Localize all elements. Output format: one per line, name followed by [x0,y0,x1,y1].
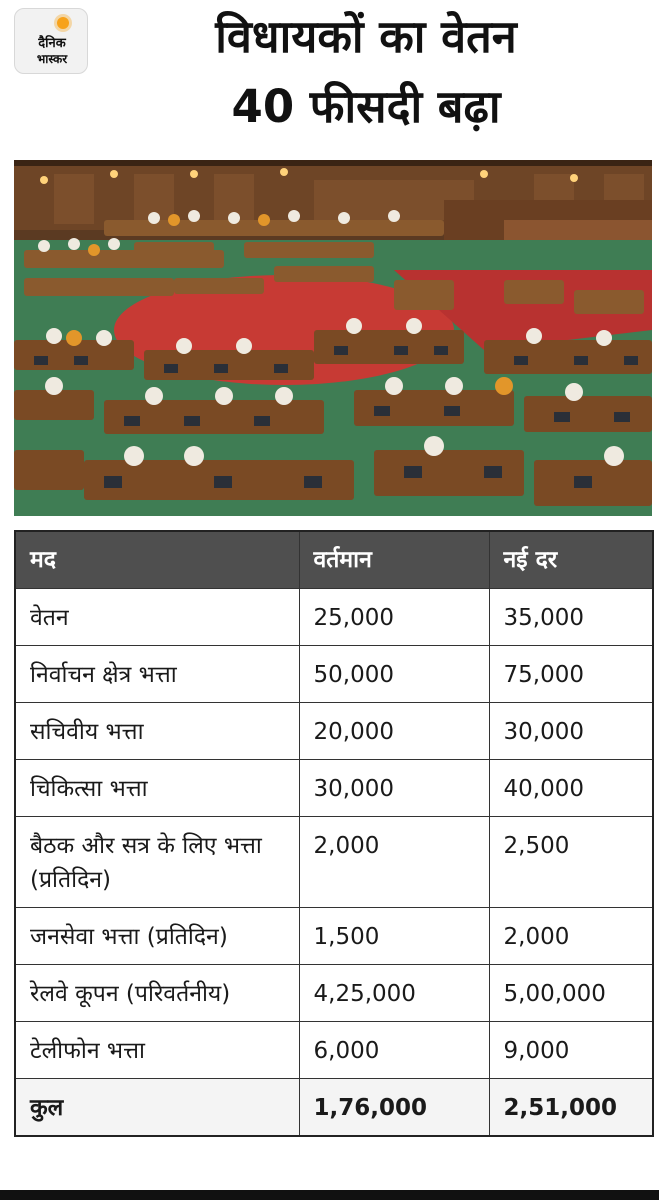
row-item: निर्वाचन क्षेत्र भत्ता [15,646,299,703]
table-row [15,760,653,817]
row-current: 2,000 [299,817,489,908]
table-row [15,817,653,908]
row-item: जनसेवा भत्ता (प्रतिदिन) [15,908,299,965]
table-row [15,965,653,1022]
sun-icon [57,17,69,29]
row-new: 9,000 [489,1022,653,1079]
total-item: कुल [15,1079,299,1137]
row-new: 35,000 [489,589,653,646]
row-current: 4,25,000 [299,965,489,1022]
table-header-row [15,531,653,589]
table-row [15,646,653,703]
row-item: चिकित्सा भत्ता [15,760,299,817]
row-new: 75,000 [489,646,653,703]
header-new-rate: नई दर [489,531,653,589]
assembly-hall-photo [14,160,652,516]
header-current: वर्तमान [299,531,489,589]
table-total-row [15,1079,653,1137]
bottom-bar [0,1190,659,1200]
table-row [15,589,653,646]
row-current: 30,000 [299,760,489,817]
row-item: सचिवीय भत्ता [15,703,299,760]
row-current: 50,000 [299,646,489,703]
table-row [15,703,653,760]
headline-line-1: विधायकों का वेतन [215,10,517,63]
row-current: 20,000 [299,703,489,760]
total-new: 2,51,000 [489,1079,653,1137]
row-item: टेलीफोन भत्ता [15,1022,299,1079]
assembly-hall-illustration [14,160,652,516]
dainik-bhaskar-logo [14,8,88,74]
row-new: 5,00,000 [489,965,653,1022]
row-new: 40,000 [489,760,653,817]
salary-table [14,530,654,1137]
row-new: 2,500 [489,817,653,908]
logo-line-1: दैनिक [38,36,66,51]
row-item: बैठक और सत्र के लिए भत्ता (प्रतिदिन) [15,817,299,908]
logo-line-2: भास्कर [36,52,68,66]
header-item: मद [15,531,299,589]
row-item: वेतन [15,589,299,646]
row-new: 2,000 [489,908,653,965]
row-current: 1,500 [299,908,489,965]
row-current: 6,000 [299,1022,489,1079]
row-new: 30,000 [489,703,653,760]
table-row [15,908,653,965]
row-current: 25,000 [299,589,489,646]
headline-line-2: 40 फीसदी बढ़ा [231,80,501,133]
row-item: रेलवे कूपन (परिवर्तनीय) [15,965,299,1022]
total-current: 1,76,000 [299,1079,489,1137]
table-row [15,1022,653,1079]
